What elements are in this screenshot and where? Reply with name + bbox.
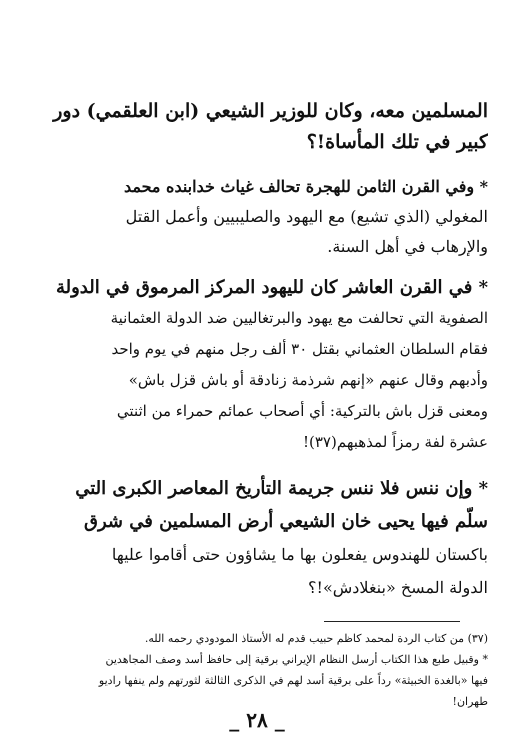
text-line: عشرة لفة رمزاً لمذهبهم(٣٧)! <box>302 433 488 451</box>
text-line: ومعنى قزل باش بالتركية: أي أصحاب عمائم حمراء من اثنتي <box>116 402 488 420</box>
footnote-line: فيها «بالغدة الخبيثة» رداً على برقية أسد لهم في الذكرى الثالثة لثورتهم ولم ينفها راديو <box>98 674 488 687</box>
text-line: فقام السلطان العثماني بقتل ٣٠ ألف رجل منهم في يوم واحد <box>111 340 488 358</box>
text-line: * وفي القرن الثامن للهجرة تحالف غياث خدابنده محمد <box>123 177 488 196</box>
paragraph-3 <box>36 272 488 458</box>
text-line: وأدبهم وقال عنهم «إنهم شرذمة زنادقة أو باش قزل باش» <box>128 371 488 389</box>
text-line: المسلمين معه، وكان للوزير الشيعي (ابن العلقمي) دور <box>53 100 488 122</box>
footnote-divider <box>324 621 460 622</box>
footnote-line: (٣٧) من كتاب الردة لمحمد كاظم حبيب قدم له الأستاذ المودودي رحمه الله. <box>144 632 488 645</box>
text-line: الدولة المسخ «بنغلادش»!؟ <box>308 578 488 597</box>
paragraph-1 <box>36 96 488 158</box>
text-line: سلّم فيها يحيى خان الشيعي أرض المسلمين في شرق <box>83 511 488 532</box>
paragraph-4 <box>36 472 488 604</box>
text-line: كبير في تلك المأساة!؟ <box>306 131 488 153</box>
text-line: * وإن ننس فلا ننس جريمة التأريخ المعاصر الكبرى التي <box>75 478 488 499</box>
footnote-line: طهران! <box>452 695 488 708</box>
text-line: الصفوية التي تحالفت مع يهود والبرتغاليين ضد الدولة العثمانية <box>110 309 488 327</box>
text-line: باكستان للهندوس يفعلون بها ما يشاؤون حتى أقاموا عليها <box>111 545 488 564</box>
text-line: والإرهاب في أهل السنة. <box>327 237 488 256</box>
text-line: المغولي (الذي تشيع) مع اليهود والصليبيين وأعمل القتل <box>125 207 488 226</box>
footnotes <box>36 628 488 712</box>
page-number: _ ٢٨ _ <box>229 708 285 732</box>
text-line: * في القرن العاشر كان لليهود المركز المرموق في الدولة <box>55 277 488 298</box>
footnote-line: * وقبيل طبع هذا الكتاب أرسل النظام الإيراني برقية إلى حافظ أسد وصف المجاهدين <box>105 653 488 666</box>
paragraph-2 <box>36 172 488 262</box>
